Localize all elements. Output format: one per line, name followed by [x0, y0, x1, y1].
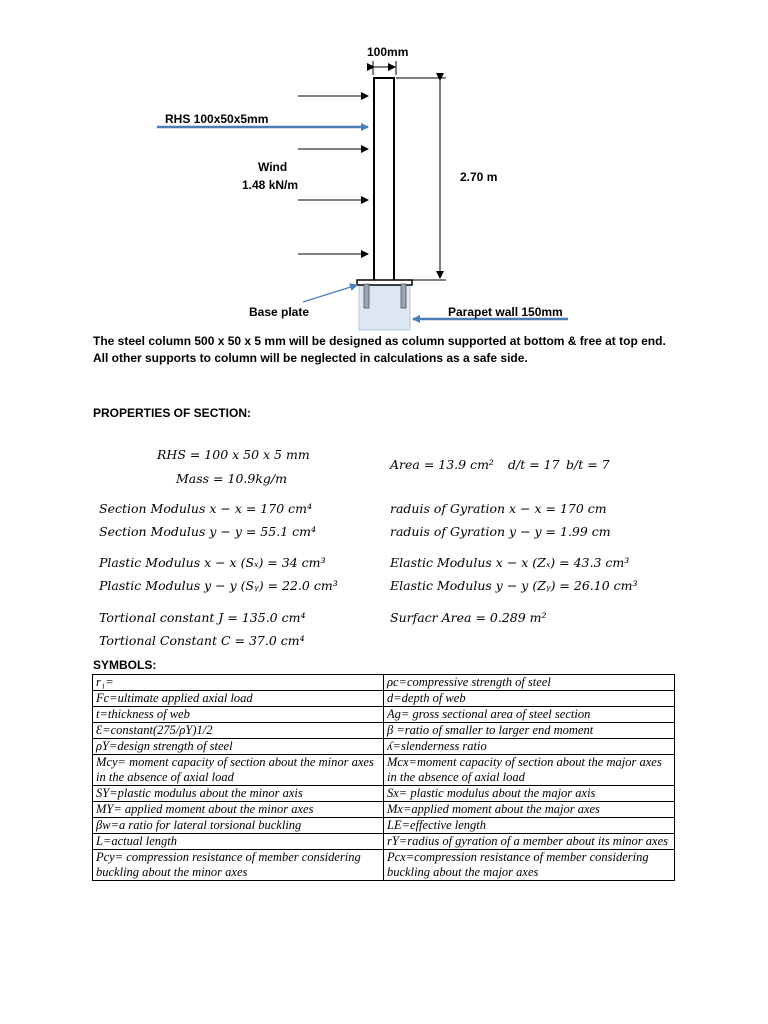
symbols-heading: SYMBOLS:: [93, 658, 157, 672]
table-row: [93, 691, 675, 707]
section-modulus-y: Section Modulus y − y = 55.1 cm⁴: [99, 524, 316, 539]
symbol-cell-right: Ag= gross sectional area of steel section: [384, 707, 675, 723]
symbol-cell-right: β =ratio of smaller to larger end moment: [384, 723, 675, 739]
table-row: [93, 675, 675, 691]
plastic-modulus-x: Plastic Modulus x − x (Sₓ) = 34 cm³: [99, 555, 326, 570]
symbol-cell-right: Sx= plastic modulus about the major axis: [384, 786, 675, 802]
symbol-cell-right: Mcx=moment capacity of section about the major axes in the absence of axial load: [384, 755, 675, 786]
parapet-label: Parapet wall 150mm: [448, 305, 563, 319]
symbol-cell-right: ʎ=slenderness ratio: [384, 739, 675, 755]
symbol-cell-right: d=depth of web: [384, 691, 675, 707]
wind-load-label: 1.48 kN/m: [242, 178, 299, 192]
elastic-modulus-y: Elastic Modulus y − y (Zᵧ) = 26.10 cm³: [390, 578, 638, 593]
wind-arrows: [298, 96, 368, 254]
table-row: [93, 755, 675, 786]
symbol-cell-left: ρY=design strength of steel: [93, 739, 384, 755]
wind-label: Wind: [258, 160, 288, 174]
table-row: [93, 834, 675, 850]
torsional-constant-c: Tortional Constant C = 37.0 cm⁴: [99, 633, 305, 648]
properties-heading: PROPERTIES OF SECTION:: [93, 406, 252, 420]
anchor-bolt: [364, 284, 369, 308]
width-dimension: [373, 61, 396, 75]
symbol-cell-right: ρc=compressive strength of steel: [384, 675, 675, 691]
section-label: RHS 100x50x5mm: [165, 112, 269, 126]
symbol-cell-left: L=actual length: [93, 834, 384, 850]
height-dimension: [396, 78, 446, 280]
symbol-cell-left: Fc=ultimate applied axial load: [93, 691, 384, 707]
radius-gyration-y: raduis of Gyration y − y = 1.99 cm: [390, 524, 611, 539]
table-row: [93, 707, 675, 723]
symbol-cell-right: Mx=applied moment about the major axes: [384, 802, 675, 818]
elastic-modulus-x: Elastic Modulus x − x (Zₓ) = 43.3 cm³: [390, 555, 630, 570]
anchor-bolt: [401, 284, 406, 308]
symbol-cell-left: Mcy= moment capacity of section about the minor axes in the absence of axial load: [93, 755, 384, 786]
symbol-cell-right: Pcx=compression resistance of member considering buckling about the major axes: [384, 850, 675, 881]
b-over-t: b/t = 7: [566, 457, 610, 472]
base-plate-label: Base plate: [249, 305, 310, 319]
mass-value: Mass = 10.9kg/m: [176, 471, 287, 486]
symbol-cell-left: t=thickness of web: [93, 707, 384, 723]
symbol-cell-right: rY=radius of gyration of a member about its minor axes: [384, 834, 675, 850]
surface-area: Surfacr Area = 0.289 m²: [390, 610, 547, 625]
rhs-size: RHS = 100 x 50 x 5 mm: [157, 447, 310, 462]
symbol-cell-left: SY=plastic modulus about the minor axis: [93, 786, 384, 802]
torsional-constant-j: Tortional constant J = 135.0 cm⁴: [99, 610, 306, 625]
symbol-cell-left: MY= applied moment about the minor axes: [93, 802, 384, 818]
symbol-cell-left: Ɛ=constant(275/ρY)1/2: [93, 723, 384, 739]
symbol-cell-left: βw=a ratio for lateral torsional buckling: [93, 818, 384, 834]
table-row: [93, 850, 675, 881]
area-value: Area = 13.9 cm²: [390, 457, 494, 472]
table-row: [93, 786, 675, 802]
table-row: [93, 739, 675, 755]
section-modulus-x: Section Modulus x − x = 170 cm⁴: [99, 501, 312, 516]
symbol-cell-right: LE=effective length: [384, 818, 675, 834]
d-over-t: d/t = 17: [508, 457, 560, 472]
table-row: [93, 723, 675, 739]
symbol-cell-left: r₁=: [93, 675, 384, 691]
description-paragraph: The steel column 500 x 50 x 5 mm will be designed as column supported at bottom & free at top end. All other supports to column will be neglected in calculations as a safe side.: [93, 334, 666, 365]
symbol-cell-left: Pcy= compression resistance of member considering buckling about the minor axes: [93, 850, 384, 881]
table-row: [93, 802, 675, 818]
base-plate-pointer-arrow: [303, 285, 357, 302]
plastic-modulus-y: Plastic Modulus y − y (Sᵧ) = 22.0 cm³: [99, 578, 338, 593]
width-label: 100mm: [367, 45, 409, 59]
table-row: [93, 818, 675, 834]
symbols-table: [92, 674, 675, 881]
radius-gyration-x: raduis of Gyration x − x = 170 cm: [390, 501, 607, 516]
steel-column: [374, 78, 394, 281]
height-label: 2.70 m: [460, 170, 498, 184]
